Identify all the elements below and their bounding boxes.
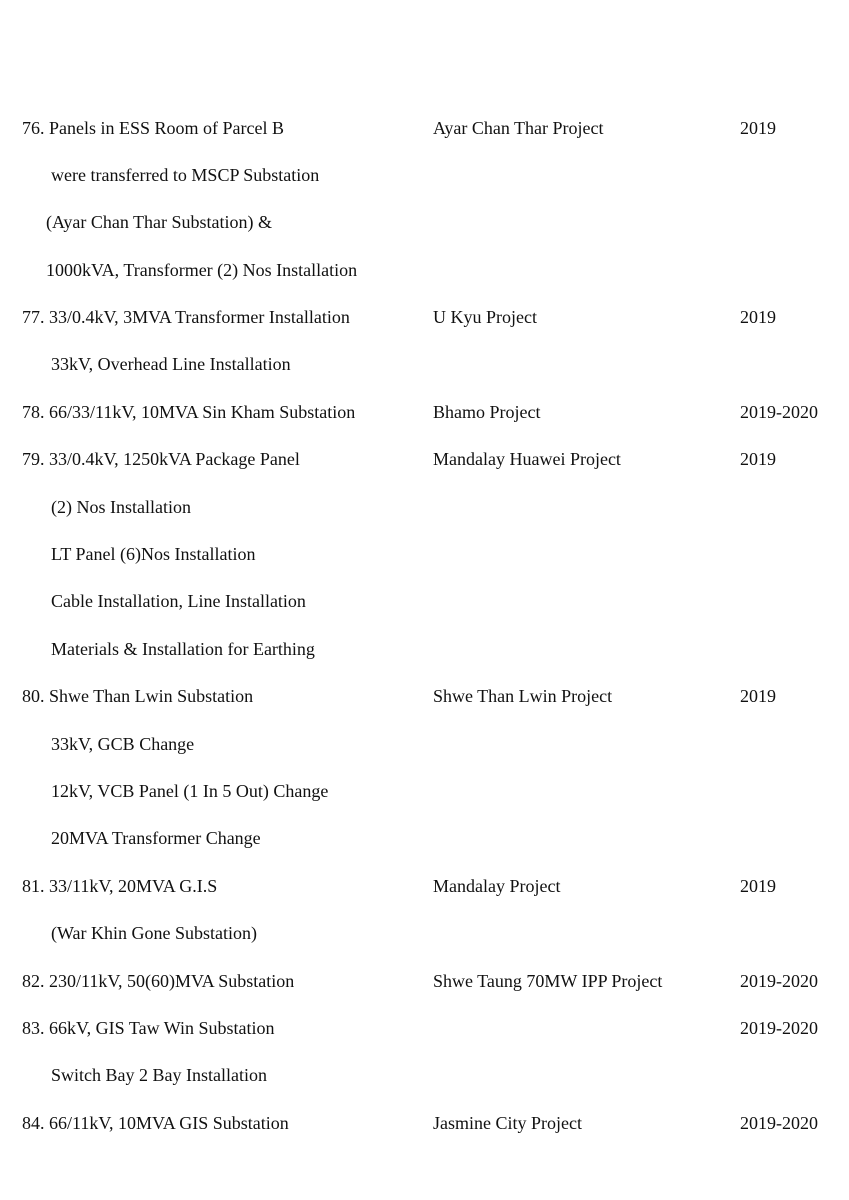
list-item	[0, 827, 849, 874]
item-description: 1000kVA, Transformer (2) Nos Installation	[46, 260, 358, 280]
list-item	[0, 401, 849, 448]
item-year: 2019	[740, 118, 776, 138]
item-description: 81. 33/11kV, 20MVA G.I.S	[22, 876, 218, 896]
list-item	[0, 1064, 849, 1111]
item-year: 2019	[740, 449, 776, 469]
item-project: Bhamo Project	[433, 402, 541, 422]
item-description: were transferred to MSCP Substation	[51, 165, 320, 185]
list-item	[0, 1017, 849, 1064]
list-item	[0, 922, 849, 969]
item-project: Jasmine City Project	[433, 1113, 582, 1133]
item-project: Ayar Chan Thar Project	[433, 118, 604, 138]
item-year: 2019	[740, 876, 776, 896]
item-project: Mandalay Huawei Project	[433, 449, 621, 469]
list-item	[0, 117, 849, 164]
list-item	[0, 211, 849, 258]
list-item	[0, 733, 849, 780]
item-description: LT Panel (6)Nos Installation	[51, 544, 256, 564]
item-project: Shwe Taung 70MW IPP Project	[433, 971, 663, 991]
list-item	[0, 970, 849, 1017]
item-description: 33kV, Overhead Line Installation	[51, 354, 291, 374]
item-description: 78. 66/33/11kV, 10MVA Sin Kham Substation	[22, 402, 356, 422]
item-project: Mandalay Project	[433, 876, 561, 896]
item-description: 84. 66/11kV, 10MVA GIS Substation	[22, 1113, 289, 1133]
item-description: (Ayar Chan Thar Substation) &	[46, 212, 272, 232]
item-year: 2019-2020	[740, 402, 818, 422]
item-description: 12kV, VCB Panel (1 In 5 Out) Change	[51, 781, 329, 801]
list-item	[0, 496, 849, 543]
item-description: 77. 33/0.4kV, 3MVA Transformer Installation	[22, 307, 350, 327]
item-year: 2019	[740, 307, 776, 327]
list-item	[0, 1112, 849, 1159]
list-item	[0, 259, 849, 306]
item-year: 2019-2020	[740, 971, 818, 991]
item-description: Switch Bay 2 Bay Installation	[51, 1065, 267, 1085]
item-description: Materials & Installation for Earthing	[51, 639, 315, 659]
item-description: Cable Installation, Line Installation	[51, 591, 306, 611]
list-item	[0, 875, 849, 922]
list-item	[0, 780, 849, 827]
item-description: 79. 33/0.4kV, 1250kVA Package Panel	[22, 449, 300, 469]
item-year: 2019	[740, 686, 776, 706]
list-item	[0, 448, 849, 495]
item-description: 20MVA Transformer Change	[51, 828, 261, 848]
item-description: 80. Shwe Than Lwin Substation	[22, 686, 254, 706]
item-year: 2019-2020	[740, 1018, 818, 1038]
list-item	[0, 543, 849, 590]
item-description: (War Khin Gone Substation)	[51, 923, 258, 943]
item-description: 33kV, GCB Change	[51, 734, 195, 754]
item-description: 76. Panels in ESS Room of Parcel B	[22, 118, 284, 138]
item-project: U Kyu Project	[433, 307, 537, 327]
list-item	[0, 638, 849, 685]
list-item	[0, 164, 849, 211]
list-item	[0, 685, 849, 732]
list-item	[0, 306, 849, 353]
item-description: 82. 230/11kV, 50(60)MVA Substation	[22, 971, 295, 991]
item-description: 83. 66kV, GIS Taw Win Substation	[22, 1018, 275, 1038]
item-description: (2) Nos Installation	[51, 497, 191, 517]
item-project: Shwe Than Lwin Project	[433, 686, 613, 706]
list-item	[0, 353, 849, 400]
list-item	[0, 590, 849, 637]
item-year: 2019-2020	[740, 1113, 818, 1133]
